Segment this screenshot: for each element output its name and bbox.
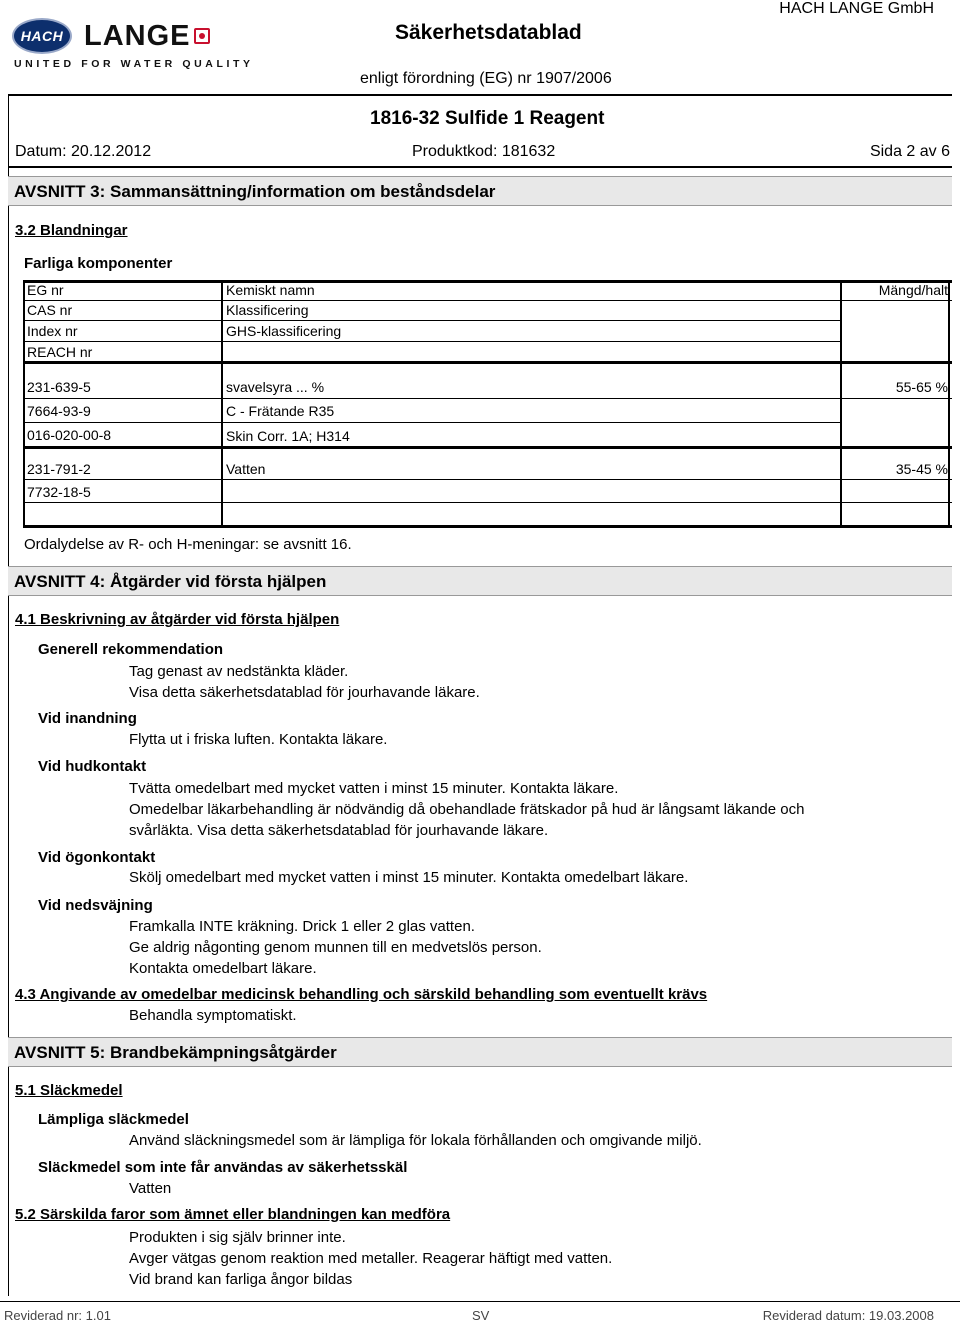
row2-name: Vatten bbox=[226, 461, 266, 477]
table-rule bbox=[24, 502, 952, 503]
col-index: Index nr bbox=[27, 323, 78, 339]
col-cas: CAS nr bbox=[27, 302, 73, 318]
hach-logo bbox=[12, 18, 72, 54]
swallow-line: Kontakta omedelbart läkare. bbox=[129, 960, 317, 977]
tagline: UNITED FOR WATER QUALITY bbox=[14, 58, 254, 70]
skin-line: Omedelbar läkarbehandling är nödvändig då obehandlade frätskador på hud är långsamt läkande och bbox=[129, 801, 805, 818]
header-divider-2 bbox=[8, 166, 952, 168]
section4-title: AVSNITT 4: Åtgärder vid första hjälpen bbox=[8, 566, 952, 596]
document-title: Säkerhetsdatablad bbox=[395, 21, 582, 44]
company-name: HACH LANGE GmbH bbox=[779, 0, 934, 17]
product-name: 1816-32 Sulfide 1 Reagent bbox=[370, 108, 605, 129]
footer-language: SV bbox=[472, 1308, 490, 1323]
table-rule bbox=[24, 320, 841, 321]
skin-line: svårläkta. Visa detta säkerhetsdatablad för jourhavande läkare. bbox=[129, 822, 549, 839]
inhalation-line: Flytta ut i friska luften. Kontakta läkare. bbox=[129, 731, 388, 748]
registered-icon bbox=[194, 28, 210, 44]
hazard-line: Produkten i sig själv brinner inte. bbox=[129, 1229, 346, 1246]
section4-3-text: Behandla symptomatiskt. bbox=[129, 1007, 297, 1024]
row2-amount: 35-45 % bbox=[895, 461, 948, 477]
col-ghs: GHS-klassificering bbox=[226, 323, 342, 339]
row2-eg: 231-791-2 bbox=[27, 461, 91, 477]
table-rule bbox=[24, 341, 841, 342]
regulation: enligt förordning (EG) nr 1907/2006 bbox=[360, 70, 612, 87]
lange-logo: LANGE bbox=[84, 20, 191, 52]
general-line: Visa detta säkerhetsdatablad för jourhavande läkare. bbox=[129, 684, 480, 701]
table-rule bbox=[24, 398, 952, 399]
col-eg: EG nr bbox=[27, 282, 64, 298]
table-top-rule bbox=[24, 280, 952, 283]
eye-label: Vid ögonkontakt bbox=[38, 849, 156, 866]
section3-2-heading: 3.2 Blandningar bbox=[15, 222, 128, 239]
section5-title: AVSNITT 5: Brandbekämpningsåtgärder bbox=[8, 1037, 952, 1067]
unsuitable-label: Släckmedel som inte får användas av säkerhetsskäl bbox=[38, 1159, 408, 1176]
skin-label: Vid hudkontakt bbox=[38, 758, 147, 775]
table-rule bbox=[24, 422, 841, 423]
col-class: Klassificering bbox=[226, 302, 309, 318]
table-header-rule bbox=[24, 361, 952, 364]
skin-line: Tvätta omedelbart med mycket vatten i minst 15 minuter. Kontakta läkare. bbox=[129, 780, 619, 797]
col-amount: Mängd/halt bbox=[878, 282, 948, 298]
table-rule bbox=[24, 300, 952, 301]
inhalation-label: Vid inandning bbox=[38, 710, 137, 727]
row2-cas: 7732-18-5 bbox=[27, 484, 91, 500]
row1-ghs: Skin Corr. 1A; H314 bbox=[226, 428, 350, 444]
table-rule bbox=[24, 479, 952, 480]
page-number: Sida 2 av 6 bbox=[869, 143, 950, 160]
general-label: Generell rekommendation bbox=[38, 641, 224, 658]
table-border bbox=[840, 280, 842, 528]
row1-class: C - Frätande R35 bbox=[226, 403, 335, 419]
section5-2-heading: 5.2 Särskilda faror som ämnet eller blandningen kan medföra bbox=[15, 1206, 451, 1223]
table-border bbox=[948, 280, 950, 528]
components-label: Farliga komponenter bbox=[24, 255, 173, 272]
unsuitable-text: Vatten bbox=[129, 1180, 172, 1197]
swallow-line: Ge aldrig någonting genom munnen till en medvetslös person. bbox=[129, 939, 542, 956]
row1-eg: 231-639-5 bbox=[27, 379, 91, 395]
section3-title: AVSNITT 3: Sammansättning/information om beståndsdelar bbox=[8, 176, 952, 206]
footer-divider bbox=[0, 1301, 960, 1302]
hach-logo-text: HACH bbox=[20, 28, 64, 44]
row1-name: svavelsyra ... % bbox=[226, 379, 325, 395]
col-name: Kemiskt namn bbox=[226, 282, 315, 298]
table-border bbox=[23, 280, 25, 528]
swallow-line: Framkalla INTE kräkning. Drick 1 eller 2 glas vatten. bbox=[129, 918, 475, 935]
swallow-label: Vid nedsväjning bbox=[38, 897, 153, 914]
date: Datum: 20.12.2012 bbox=[15, 143, 152, 160]
suitable-label: Lämpliga släckmedel bbox=[38, 1111, 189, 1128]
row1-index: 016-020-00-8 bbox=[27, 427, 112, 443]
suitable-text: Använd släckningsmedel som är lämpliga för lokala förhållanden och omgivande miljö. bbox=[129, 1132, 702, 1149]
r-phrases-note: Ordalydelse av R- och H-meningar: se avsnitt 16. bbox=[24, 536, 352, 553]
table-border bbox=[221, 280, 223, 528]
footer-revision: Reviderad nr: 1.01 bbox=[4, 1308, 111, 1323]
section4-1-heading: 4.1 Beskrivning av åtgärder vid första hjälpen bbox=[15, 611, 340, 628]
row1-amount: 55-65 % bbox=[895, 379, 948, 395]
col-reach: REACH nr bbox=[27, 344, 93, 360]
general-line: Tag genast av nedstänkta kläder. bbox=[129, 663, 349, 680]
hazard-line: Vid brand kan farliga ångor bildas bbox=[129, 1271, 353, 1288]
product-code: Produktkod: 181632 bbox=[412, 143, 556, 160]
row1-cas: 7664-93-9 bbox=[27, 403, 91, 419]
section4-3-heading: 4.3 Angivande av omedelbar medicinsk behandling och särskild behandling som eventuellt krävs bbox=[15, 986, 708, 1003]
section5-1-heading: 5.1 Släckmedel bbox=[15, 1082, 123, 1099]
footer-revised-date: Reviderad datum: 19.03.2008 bbox=[762, 1308, 934, 1323]
table-bottom-rule bbox=[24, 525, 952, 528]
eye-line: Skölj omedelbart med mycket vatten i minst 15 minuter. Kontakta omedelbart läkare. bbox=[129, 869, 689, 886]
hazard-line: Avger vätgas genom reaktion med metaller. Reagerar häftigt med vatten. bbox=[129, 1250, 613, 1267]
table-row-rule bbox=[24, 446, 952, 449]
